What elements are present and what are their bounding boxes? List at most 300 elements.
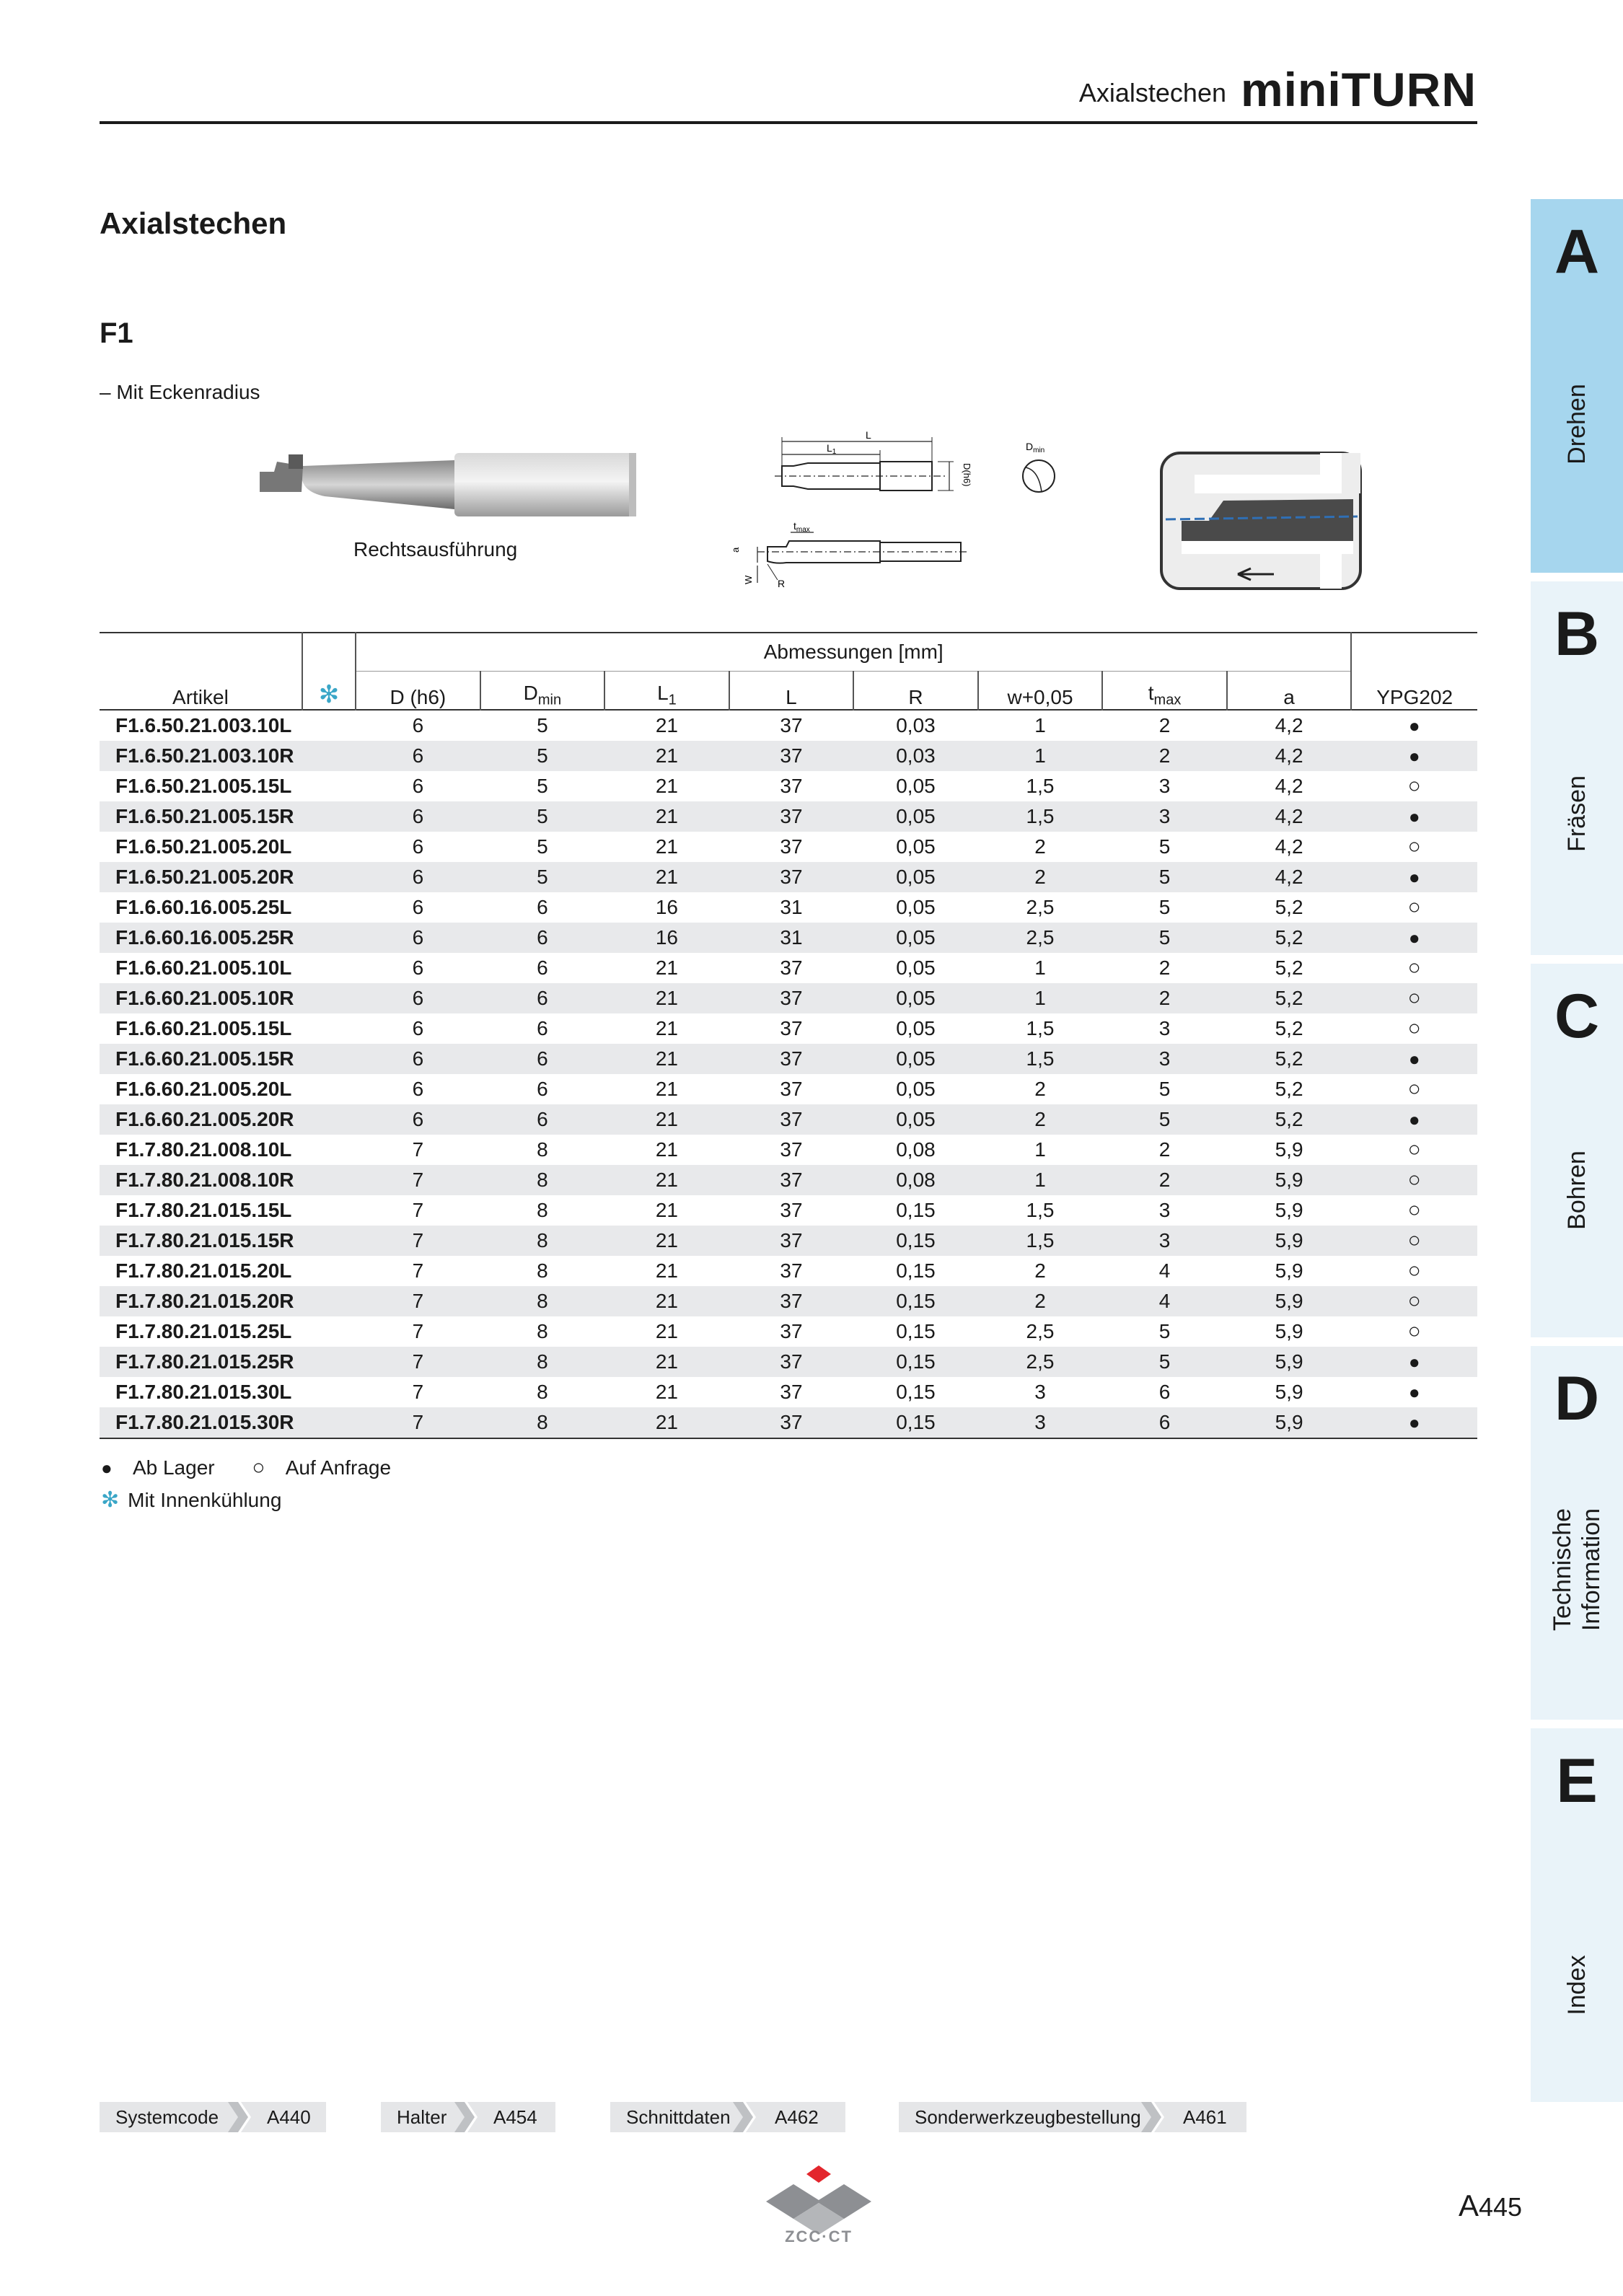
- table-row: [100, 771, 1477, 801]
- cell-stock-status: ○: [1351, 1286, 1477, 1316]
- table-row: [100, 1195, 1477, 1226]
- cell-w: 3: [978, 1407, 1103, 1438]
- cell-stock-status: ○: [1407, 835, 1421, 858]
- table-row: [100, 801, 1477, 832]
- cell-dmin: 6: [537, 956, 548, 979]
- logo-text: ZCC·CT: [785, 2227, 853, 2246]
- ref-label: Schnittdaten: [626, 2106, 731, 2128]
- col-dim-main: w+0,05: [1007, 686, 1073, 708]
- on-request-label: Auf Anfrage: [285, 1456, 392, 1479]
- table-row: [100, 1407, 1477, 1438]
- cell-a: 5,9: [1275, 1259, 1303, 1282]
- label-Dh6: D(h6): [962, 463, 972, 487]
- col-dim-5: [978, 672, 1103, 711]
- table-row: [100, 1377, 1477, 1407]
- label-L1-sub: 1: [832, 448, 837, 456]
- cell-article: F1.6.50.21.003.10L: [115, 714, 292, 736]
- product-name: F1: [100, 317, 133, 349]
- cell-w: 2,5: [978, 923, 1103, 953]
- cell-r: 0,05: [853, 1044, 978, 1074]
- cell-article: F1.6.50.21.005.15R: [100, 801, 356, 832]
- cell-l1: 21: [604, 1044, 729, 1074]
- cell-d: 6: [356, 741, 480, 771]
- chevron-right-icon: [228, 2102, 252, 2132]
- cell-stock-status: ●: [1351, 923, 1477, 953]
- cell-dmin: 5: [480, 741, 605, 771]
- cell-article: F1.7.80.21.015.15R: [100, 1226, 356, 1256]
- cell-stock-status: ●: [1351, 1347, 1477, 1377]
- cell-w: 1,5: [1026, 1017, 1055, 1039]
- cell-l1: 21: [655, 1199, 678, 1221]
- cell-article: F1.6.60.16.005.25L: [115, 896, 292, 918]
- col-dim-main: D: [523, 682, 538, 705]
- application-drawing: [1158, 450, 1363, 591]
- cell-tmax: 4: [1158, 1259, 1171, 1282]
- col-cooling: [302, 633, 356, 710]
- col-article: Artikel: [100, 633, 302, 710]
- tab-index[interactable]: [1531, 1728, 1623, 2102]
- cell-dmin: 6: [537, 1017, 548, 1039]
- svg-text:tmax: [793, 520, 810, 534]
- cell-w: 1: [1034, 1138, 1046, 1161]
- cell-r: 0,15: [896, 1320, 936, 1342]
- cell-a: 5,9: [1227, 1165, 1352, 1195]
- cell-l1: 21: [604, 1407, 729, 1438]
- page-prefix: A: [1459, 2189, 1479, 2222]
- cell-w: 1,5: [978, 1226, 1103, 1256]
- table-row: [100, 1013, 1477, 1044]
- cell-article: F1.7.80.21.015.25L: [115, 1320, 292, 1342]
- col-dim-main: R: [908, 686, 923, 708]
- cell-d: 6: [356, 923, 480, 953]
- tab-label-index: Index: [1563, 1955, 1591, 2015]
- cell-l: 37: [729, 1226, 854, 1256]
- cell-a: 5,2: [1275, 1017, 1303, 1039]
- table-row: [100, 983, 1477, 1013]
- label-W: W: [743, 575, 754, 584]
- cell-article: F1.6.50.21.003.10R: [100, 741, 356, 771]
- cell-a: 5,2: [1227, 1104, 1352, 1135]
- ref-page: A462: [775, 2106, 819, 2128]
- cell-article: F1.6.60.21.005.10L: [115, 956, 292, 979]
- table-row: [100, 1226, 1477, 1256]
- label-tmax: t: [793, 520, 796, 532]
- cell-l: 37: [780, 956, 803, 979]
- cell-w: 2: [978, 1286, 1103, 1316]
- label-a: a: [730, 547, 741, 553]
- header-section-label: Axialstechen: [1078, 78, 1226, 107]
- cell-dmin: 8: [537, 1138, 548, 1161]
- cell-dmin: 8: [480, 1286, 605, 1316]
- col-dim-4: [853, 672, 978, 711]
- cell-d: 7: [356, 1286, 480, 1316]
- col-dim-1: [480, 672, 605, 711]
- cell-tmax: 5: [1158, 896, 1171, 918]
- cell-article: F1.6.60.21.005.15L: [115, 1017, 292, 1039]
- cell-tmax: 5: [1102, 1104, 1227, 1135]
- col-dim-7: [1227, 672, 1352, 711]
- cell-article: F1.7.80.21.015.20R: [100, 1286, 356, 1316]
- tool-photo: [216, 440, 649, 519]
- stock-legend: [101, 1456, 423, 1480]
- cell-w: 1: [1034, 956, 1046, 979]
- col-dim-main: L: [786, 686, 797, 708]
- cell-l: 37: [729, 741, 854, 771]
- ref-label: Halter: [397, 2106, 447, 2128]
- cell-dmin: 6: [480, 1044, 605, 1074]
- cell-l: 37: [780, 835, 803, 858]
- cell-w: 2: [1034, 1078, 1046, 1100]
- tab-label-line1: Technische: [1549, 1508, 1576, 1632]
- cell-l1: 21: [604, 801, 729, 832]
- table-row: [100, 862, 1477, 892]
- cell-tmax: 2: [1158, 1138, 1171, 1161]
- ref-systemcode[interactable]: [100, 2102, 326, 2132]
- cell-dmin: 5: [480, 862, 605, 892]
- table-row: [100, 1256, 1477, 1286]
- cell-l: 37: [780, 1017, 803, 1039]
- cell-a: 4,2: [1275, 775, 1303, 797]
- cell-tmax: 3: [1158, 775, 1171, 797]
- cell-a: 4,2: [1227, 741, 1352, 771]
- cell-r: 0,05: [896, 775, 936, 797]
- table-row: [100, 1135, 1477, 1165]
- page-num: 445: [1479, 2192, 1523, 2222]
- cell-a: 5,9: [1275, 1138, 1303, 1161]
- chevron-right-icon: [1141, 2102, 1166, 2132]
- label-L: L: [866, 429, 871, 441]
- cell-l: 37: [729, 801, 854, 832]
- svg-text:L1: [827, 442, 837, 456]
- col-dim-main: t: [1148, 682, 1154, 705]
- zcc-ct-logo: [765, 2164, 873, 2246]
- cell-dmin: 6: [480, 983, 605, 1013]
- cell-l: 37: [780, 1078, 803, 1100]
- cell-w: 1,5: [978, 1044, 1103, 1074]
- cell-l: 37: [780, 1199, 803, 1221]
- cell-d: 7: [412, 1381, 424, 1403]
- table-row: [100, 1316, 1477, 1347]
- cell-stock-status: ○: [1407, 774, 1421, 798]
- cell-a: 4,2: [1227, 862, 1352, 892]
- cell-stock-status: ○: [1407, 1077, 1421, 1101]
- col-dim-0: [356, 672, 480, 711]
- photo-caption: Rechtsausführung: [353, 538, 518, 560]
- tab-letter-c: C: [1554, 982, 1600, 1051]
- cell-r: 0,05: [896, 956, 936, 979]
- table-row: [100, 710, 1477, 741]
- cell-article: F1.7.80.21.015.15L: [115, 1199, 292, 1221]
- cell-l1: 16: [655, 896, 678, 918]
- cell-d: 6: [356, 983, 480, 1013]
- col-group-dimensions: Abmessungen [mm]: [356, 633, 1351, 672]
- cell-l1: 16: [604, 923, 729, 953]
- cell-dmin: 8: [537, 1259, 548, 1282]
- cell-l1: 21: [604, 741, 729, 771]
- col-dim-2: [604, 672, 729, 711]
- cell-l: 37: [729, 1165, 854, 1195]
- svg-text:Dmin: [1026, 441, 1044, 454]
- dimension-drawing-side: [730, 518, 959, 596]
- cooling-legend-icon: ✻: [101, 1488, 120, 1512]
- cell-tmax: 5: [1158, 835, 1171, 858]
- cell-dmin: 6: [480, 1104, 605, 1135]
- cell-w: 2,5: [1026, 1320, 1055, 1342]
- cell-d: 6: [412, 835, 424, 858]
- table-row: [100, 741, 1477, 771]
- cell-article: F1.7.80.21.015.30L: [115, 1381, 292, 1403]
- cell-article: F1.6.50.21.005.20L: [115, 835, 292, 858]
- cell-l1: 21: [655, 1017, 678, 1039]
- col-dim-6: [1102, 672, 1227, 711]
- header-rule: [100, 121, 1477, 124]
- table-row: [100, 1044, 1477, 1074]
- cell-dmin: 8: [480, 1165, 605, 1195]
- page-number: [1459, 2189, 1522, 2223]
- cell-a: 4,2: [1275, 714, 1303, 736]
- cell-article: F1.6.60.21.005.10R: [100, 983, 356, 1013]
- cell-article: F1.6.50.21.005.20R: [100, 862, 356, 892]
- cell-a: 5,2: [1275, 896, 1303, 918]
- cell-w: 1: [978, 741, 1103, 771]
- cell-dmin: 8: [480, 1347, 605, 1377]
- cell-l1: 21: [655, 835, 678, 858]
- cell-tmax: 3: [1158, 1017, 1171, 1039]
- tab-letter-e: E: [1556, 1746, 1598, 1816]
- in-stock-symbol: ●: [101, 1457, 113, 1479]
- tab-label-fraesen: Fräsen: [1563, 775, 1591, 852]
- cell-l: 37: [780, 1138, 803, 1161]
- cell-stock-status: ●: [1408, 1381, 1420, 1403]
- cell-a: 5,2: [1275, 1078, 1303, 1100]
- cell-r: 0,05: [853, 801, 978, 832]
- cell-l1: 21: [604, 1165, 729, 1195]
- cell-stock-status: ●: [1351, 1044, 1477, 1074]
- ref-schnittdaten[interactable]: [610, 2102, 845, 2132]
- cell-r: 0,05: [896, 896, 936, 918]
- cell-l: 37: [729, 1044, 854, 1074]
- cell-r: 0,05: [896, 1017, 936, 1039]
- cell-a: 5,9: [1227, 1347, 1352, 1377]
- cell-article: F1.6.60.21.005.20L: [115, 1078, 292, 1100]
- cell-l1: 21: [655, 1078, 678, 1100]
- tab-fraesen[interactable]: [1531, 581, 1623, 955]
- cell-tmax: 3: [1102, 1044, 1227, 1074]
- cell-l: 37: [780, 775, 803, 797]
- cell-tmax: 5: [1158, 1078, 1171, 1100]
- tab-label-drehen: Drehen: [1563, 384, 1591, 465]
- cooling-legend: [101, 1487, 281, 1513]
- cell-d: 7: [412, 1138, 424, 1161]
- tab-label-technische-information: [1548, 1508, 1606, 1631]
- cell-dmin: 6: [480, 923, 605, 953]
- cell-dmin: 6: [537, 1078, 548, 1100]
- cell-d: 6: [412, 956, 424, 979]
- table-row: [100, 953, 1477, 983]
- cell-stock-status: ○: [1351, 1226, 1477, 1256]
- cell-l: 37: [729, 1104, 854, 1135]
- cell-tmax: 2: [1158, 956, 1171, 979]
- cell-article: F1.6.60.21.005.15R: [100, 1044, 356, 1074]
- cell-l: 37: [780, 714, 803, 736]
- cell-dmin: 5: [480, 801, 605, 832]
- ref-halter[interactable]: [381, 2102, 555, 2132]
- tab-label-bohren: Bohren: [1563, 1151, 1591, 1230]
- cell-l1: 21: [655, 956, 678, 979]
- cell-stock-status: ●: [1351, 862, 1477, 892]
- cell-l1: 21: [604, 1347, 729, 1377]
- ref-sonderwerkzeugbestellung[interactable]: [899, 2102, 1246, 2132]
- cell-stock-status: ●: [1351, 801, 1477, 832]
- chevron-right-icon: [733, 2102, 757, 2132]
- tab-bohren[interactable]: [1531, 964, 1623, 1337]
- tab-drehen[interactable]: [1531, 199, 1623, 573]
- cell-a: 5,2: [1227, 1044, 1352, 1074]
- cell-stock-status: ●: [1408, 714, 1420, 736]
- cell-stock-status: ○: [1407, 1319, 1421, 1343]
- cell-l: 37: [729, 1286, 854, 1316]
- cell-tmax: 5: [1158, 1320, 1171, 1342]
- cell-dmin: 8: [537, 1199, 548, 1221]
- cell-stock-status: ○: [1351, 983, 1477, 1013]
- cell-tmax: 2: [1102, 741, 1227, 771]
- cell-w: 1,5: [1026, 1199, 1055, 1221]
- cell-tmax: 2: [1158, 714, 1171, 736]
- cell-r: 0,15: [853, 1226, 978, 1256]
- cell-l: 37: [729, 1407, 854, 1438]
- cell-w: 3: [1034, 1381, 1046, 1403]
- cell-w: 2: [978, 862, 1103, 892]
- ref-page: A440: [267, 2106, 311, 2128]
- cell-l1: 21: [604, 862, 729, 892]
- cell-l1: 21: [655, 1259, 678, 1282]
- cell-l1: 21: [655, 1138, 678, 1161]
- cell-d: 6: [356, 801, 480, 832]
- cell-w: 2,5: [1026, 896, 1055, 918]
- page-heading: Axialstechen: [100, 206, 287, 240]
- cell-tmax: 3: [1102, 801, 1227, 832]
- cell-r: 0,05: [896, 1078, 936, 1100]
- label-L1: L: [827, 442, 832, 454]
- cell-w: 2: [1034, 1259, 1046, 1282]
- cell-article: F1.7.80.21.015.25R: [100, 1347, 356, 1377]
- cell-d: 6: [412, 775, 424, 797]
- col-dim-main: L: [657, 682, 669, 705]
- cell-tmax: 3: [1158, 1199, 1171, 1221]
- cell-a: 5,9: [1227, 1226, 1352, 1256]
- cell-w: 1,5: [1026, 775, 1055, 797]
- cell-stock-status: ●: [1351, 1104, 1477, 1135]
- cell-r: 0,08: [896, 1138, 936, 1161]
- ref-page: A461: [1183, 2106, 1227, 2128]
- cell-l: 37: [729, 862, 854, 892]
- cell-d: 7: [412, 1259, 424, 1282]
- cooling-legend-label: Mit Innenkühlung: [128, 1489, 282, 1511]
- table-row: [100, 1104, 1477, 1135]
- cell-d: 6: [412, 896, 424, 918]
- cell-d: 6: [412, 714, 424, 736]
- tab-letter-a: A: [1554, 217, 1600, 286]
- cell-w: 2: [978, 1104, 1103, 1135]
- cell-r: 0,03: [853, 741, 978, 771]
- spec-table: [100, 632, 1477, 1439]
- cell-l: 37: [780, 1259, 803, 1282]
- table-row: [100, 1286, 1477, 1316]
- cell-dmin: 5: [537, 835, 548, 858]
- label-Dmin: D: [1026, 441, 1034, 452]
- cell-article: F1.6.50.21.005.15L: [115, 775, 292, 797]
- table-row: [100, 832, 1477, 862]
- on-request-symbol: ○: [252, 1456, 265, 1479]
- chevron-right-icon: [454, 2102, 479, 2132]
- cell-a: 5,2: [1227, 923, 1352, 953]
- cell-l: 31: [729, 923, 854, 953]
- cell-a: 5,2: [1275, 956, 1303, 979]
- cell-dmin: 8: [480, 1226, 605, 1256]
- cell-d: 6: [412, 1078, 424, 1100]
- cell-l1: 21: [604, 1104, 729, 1135]
- tab-technische-information[interactable]: [1531, 1346, 1623, 1720]
- table-row: [100, 923, 1477, 953]
- cell-dmin: 8: [537, 1381, 548, 1403]
- tab-letter-b: B: [1554, 599, 1600, 669]
- cell-w: 1,5: [978, 801, 1103, 832]
- cell-stock-status: ○: [1407, 1138, 1421, 1161]
- cell-d: 6: [356, 1104, 480, 1135]
- cell-tmax: 5: [1102, 862, 1227, 892]
- cell-stock-status: ○: [1407, 1259, 1421, 1283]
- cell-stock-status: ○: [1351, 1165, 1477, 1195]
- cell-article: F1.6.60.16.005.25R: [100, 923, 356, 953]
- col-dim-main: D (h6): [390, 686, 447, 708]
- ref-label: Sonderwerkzeugbestellung: [915, 2106, 1141, 2128]
- cell-tmax: 5: [1102, 923, 1227, 953]
- cell-article: F1.7.80.21.015.30R: [100, 1407, 356, 1438]
- cell-r: 0,05: [853, 1104, 978, 1135]
- tab-letter-d: D: [1554, 1364, 1600, 1433]
- label-tmax-sub: max: [796, 526, 810, 534]
- ref-page: A454: [493, 2106, 537, 2128]
- cell-stock-status: ○: [1407, 1198, 1421, 1222]
- header-brand: miniTURN: [1241, 63, 1477, 116]
- table-row: [100, 1165, 1477, 1195]
- ref-label: Systemcode: [115, 2106, 219, 2128]
- cell-d: 7: [356, 1165, 480, 1195]
- col-dim-sub: min: [537, 692, 562, 708]
- cell-l1: 21: [604, 983, 729, 1013]
- cell-dmin: 5: [537, 775, 548, 797]
- cell-stock-status: ○: [1407, 895, 1421, 919]
- cell-l1: 21: [604, 1226, 729, 1256]
- col-dim-main: a: [1283, 686, 1295, 708]
- dimension-drawing-top: [765, 430, 1068, 524]
- cell-d: 7: [356, 1407, 480, 1438]
- cell-a: 4,2: [1275, 835, 1303, 858]
- cell-r: 0,05: [853, 983, 978, 1013]
- cell-w: 1: [978, 983, 1103, 1013]
- cell-w: 2,5: [978, 1347, 1103, 1377]
- cell-r: 0,15: [896, 1199, 936, 1221]
- tab-label-line2: Information: [1578, 1508, 1605, 1632]
- cell-w: 2: [1034, 835, 1046, 858]
- cell-d: 7: [356, 1226, 480, 1256]
- label-Dmin-sub: min: [1033, 447, 1045, 454]
- cell-d: 7: [356, 1347, 480, 1377]
- cell-dmin: 6: [537, 896, 548, 918]
- cell-a: 5,9: [1275, 1320, 1303, 1342]
- cell-stock-status: ○: [1407, 1016, 1421, 1040]
- cell-r: 0,03: [896, 714, 936, 736]
